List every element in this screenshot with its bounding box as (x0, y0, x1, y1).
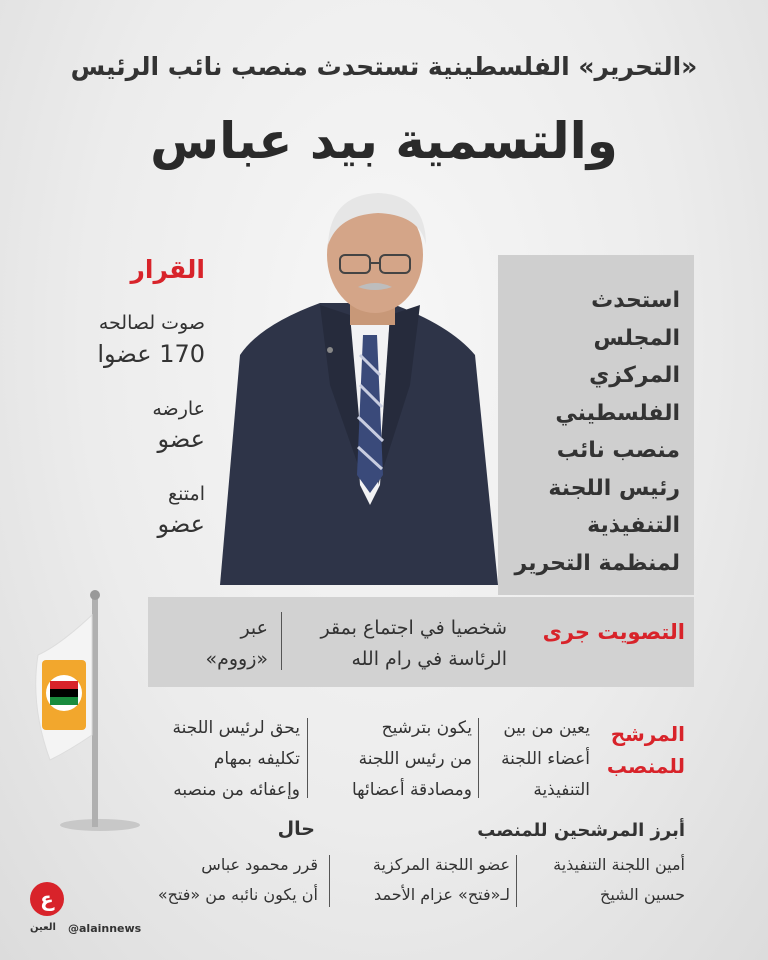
candidate-hussein (520, 850, 685, 910)
subtitle: «التحرير» الفلسطينية تستحدث منصب نائب الرئيس (70, 52, 698, 81)
candidate-line: التنفيذية (533, 780, 590, 800)
voting-zoom-line: عبر (240, 617, 268, 639)
stat-value-for: 170 عضوا (97, 340, 205, 368)
candidate-line: يكون بترشيح (381, 718, 472, 738)
stat-value-abstain: عضو (157, 510, 205, 538)
info-line: استحدث (591, 288, 680, 313)
info-line: التنفيذية (587, 513, 680, 538)
divider (281, 612, 282, 670)
stat-label-for: صوت لصالحه (98, 312, 205, 334)
divider (329, 855, 330, 907)
info-line: رئيس اللجنة (548, 475, 680, 501)
voting-place (285, 613, 507, 675)
candidate-azzam (345, 850, 510, 910)
info-line: لمنظمة التحرير (514, 550, 680, 576)
candidate-line: عضو اللجنة المركزية (372, 855, 510, 874)
candidate-line: لـ«فتح» عزام الأحمد (374, 885, 510, 904)
stat-label-abstain: امتنع (167, 483, 205, 505)
status-text (140, 850, 318, 910)
alain-logo-icon (28, 880, 66, 924)
voting-zoom-line: «زووم» (205, 648, 268, 670)
candidate-title-line: للمنصب (606, 754, 685, 778)
info-text (505, 282, 680, 582)
portrait-photo (200, 185, 510, 595)
voting-zoom (160, 613, 268, 675)
candidate-line: ومصادقة أعضائها (352, 780, 472, 800)
candidate-line: أعضاء اللجنة (501, 749, 590, 769)
social-handle: @alainnews (68, 922, 142, 935)
divider (478, 718, 479, 798)
info-line: المجلس (593, 325, 680, 351)
candidate-col-appoint (480, 713, 590, 806)
voting-place-line: شخصيا في اجتماع بمقر (320, 617, 507, 639)
info-line: المركزي (589, 363, 680, 388)
headline: والتسمية بيد عباس (150, 112, 618, 170)
info-line: منصب نائب (556, 438, 680, 463)
candidate-col-duties (145, 713, 300, 806)
svg-text:ع: ع (40, 887, 54, 911)
candidate-line: يعين من بين (503, 718, 590, 738)
stat-label-against: عارضه (152, 398, 205, 420)
status-line: قرر محمود عباس (201, 855, 318, 874)
candidate-line: حسين الشيخ (599, 885, 685, 904)
candidate-title (590, 718, 685, 782)
info-line: الفلسطيني (555, 400, 680, 426)
top-candidates-title: أبرز المرشحين للمنصب (477, 820, 685, 841)
status-line: أن يكون نائبه من «فتح» (157, 885, 318, 904)
logo-caption: العين (30, 922, 56, 933)
divider (307, 718, 308, 798)
stat-value-against: عضو (157, 425, 205, 453)
candidate-line: من رئيس اللجنة (358, 749, 472, 769)
voting-place-line: الرئاسة في رام الله (351, 648, 507, 670)
candidate-line: تكليفه بمهام (213, 749, 300, 769)
decision-title: القرار (130, 255, 205, 284)
voting-title: التصويت جرى (542, 620, 685, 644)
candidate-line: يحق لرئيس اللجنة (172, 718, 300, 738)
candidate-line: وإعفائه من منصبه (173, 780, 300, 800)
flag-icon (20, 585, 160, 835)
candidate-col-nomination (312, 713, 472, 806)
candidate-line: أمين اللجنة التنفيذية (553, 855, 685, 874)
status-title: حال (277, 818, 315, 840)
divider (516, 855, 517, 907)
candidate-title-line: المرشح (610, 722, 685, 746)
